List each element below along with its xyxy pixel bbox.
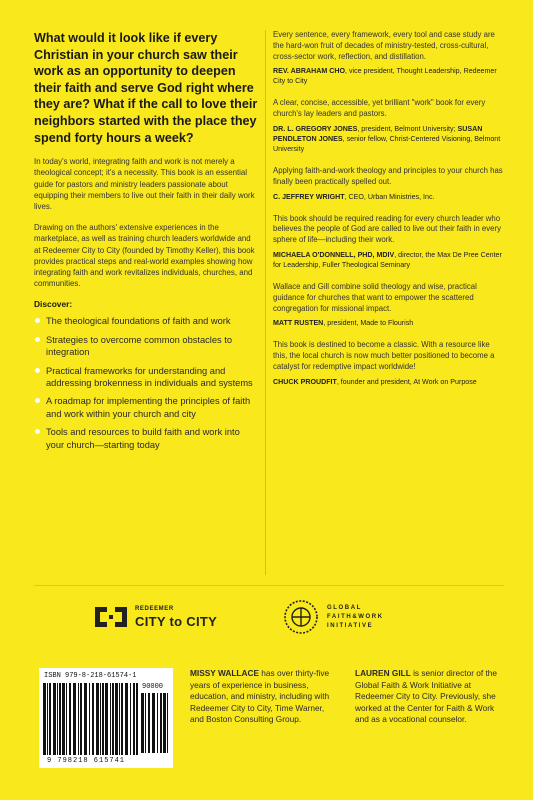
endorsement-quote: A clear, concise, accessible, yet brilliant "work" book for every church's lay leaders and pastors. [273, 98, 486, 119]
barcode-bars-icon [43, 683, 138, 755]
endorsement [273, 98, 503, 154]
endorsement-attribution: DR. L. GREGORY JONES, president, Belmont University; SUSAN PENDLETON JONES, senior fellow, Christ-Centered Visioning, Belmont University [273, 124, 501, 153]
logo-text-big: CITY to CITY [135, 614, 218, 629]
bullet-icon [35, 398, 40, 403]
author-bio-1: MISSY WALLACE has over thirty-five years of experience in business, education, and ministry, including with Redeemer City to City, Time Warner, and Boston Consulting Group. [190, 668, 330, 724]
discover-item: Strategies to overcome common obstacles to integration [34, 334, 259, 359]
endorsement [273, 166, 503, 202]
discover-title: Discover: [34, 299, 73, 310]
discover-item: Tools and resources to build faith and work into your church—starting today [34, 426, 259, 451]
discover-item: The theological foundations of faith and work [34, 315, 259, 327]
endorsement-quote: Applying faith-and-work theology and principles to your church has finally been practically spelled out. [273, 165, 503, 186]
endorsement-attribution: C. JEFFREY WRIGHT, CEO, Urban Ministries, Inc. [273, 192, 435, 201]
author-bio-2: LAUREN GILL is senior director of the Global Faith & Work Initiative at Redeemer City to City. Previously, she worked at the Center for Faith & Work and as a vocational counselor. [355, 668, 498, 724]
barcode [39, 668, 173, 768]
discover-item: A roadmap for implementing the principles of faith and work within your church and city [34, 395, 259, 420]
logo-text-small: REDEEMER [135, 606, 174, 612]
endorsement-attribution: MATT RUSTEN, president, Made to Flourish [273, 319, 414, 328]
bullet-icon [35, 368, 40, 373]
column-divider [265, 30, 266, 575]
body-paragraph-2: Drawing on the authors' extensive experiences in the marketplace, as well as training church leaders worldwide and at Redeemer City to City (founded by Timothy Keller), this book provides practical steps and real-world examples showing how integrating faith and work revitalizes individuals, churches, and communities. [34, 223, 255, 289]
endorsement-quote: Every sentence, every framework, every tool and case study are the hard-won fruit of decades of ministry-tested, cross-cultural, cross-sector work, reflection, and distillation. [273, 30, 495, 61]
endorsement-attribution: REV. ABRAHAM CHO, vice president, Thought Leadership, Redeemer City to City [273, 67, 497, 86]
logo-line-3: INITIATIVE [327, 623, 374, 629]
left-column [34, 30, 259, 457]
discover-list [34, 315, 259, 451]
logo-separator [34, 585, 504, 586]
headline: What would it look like if every Christian in your church saw their work as an opportunity to deepen their faith and serve God right where they are? What if the call to love their neighbors started with the place they spend forty hours a week? [34, 31, 258, 145]
logo-line-1: GLOBAL [327, 605, 362, 611]
endorsement [273, 30, 503, 86]
barcode-addon: 90000 [142, 683, 164, 691]
bullet-icon [35, 429, 40, 434]
endorsement [273, 282, 503, 328]
endorsement-attribution: CHUCK PROUDFIT, founder and president, At Work on Purpose [273, 377, 477, 386]
endorsement-quote: Wallace and Gill combine solid theology and wise, practical guidance for churches that want to empower the scattered congregation for missional impact. [273, 281, 477, 313]
endorsements-column [273, 30, 503, 399]
redeemer-city-to-city-logo [93, 597, 223, 637]
endorsement-quote: This book should be required reading for every church leader who believes the people of God are called to live out their faith in every sphere of life—including their work. [273, 213, 501, 245]
endorsement-quote: This book is destined to become a classic. With a resource like this, the local church is now much better positioned to become a catalyst for redemptive impact worldwide! [273, 340, 495, 371]
bullet-icon [35, 337, 40, 342]
discover-item: Practical frameworks for understanding and addressing brokenness in individuals and systems [34, 365, 259, 390]
endorsement [273, 214, 503, 270]
body-paragraph-1: In today's world, integrating faith and work is not merely a theological concept; it's a necessity. This book is an essential guide for pastors and ministry leaders passionate about equipping their members to live out their faith in their daily work lives. [34, 157, 255, 211]
globe-icon [283, 599, 319, 635]
endorsement [273, 340, 503, 386]
barcode-number: 9 798218 615741 [47, 757, 126, 765]
logo-line-2: FAITH&WORK [327, 614, 384, 620]
isbn-text: ISBN 979-8-218-61574-1 [44, 672, 137, 680]
endorsement-attribution: MICHAELA O'DONNELL, PHD, MDIV, director, the Max De Pree Center for Leadership, Fuller Theological Seminary [273, 250, 502, 269]
global-faith-work-logo [283, 597, 443, 637]
addon-bars-icon [141, 693, 169, 765]
redeemer-logo-icon [93, 605, 129, 629]
bullet-icon [35, 318, 40, 323]
